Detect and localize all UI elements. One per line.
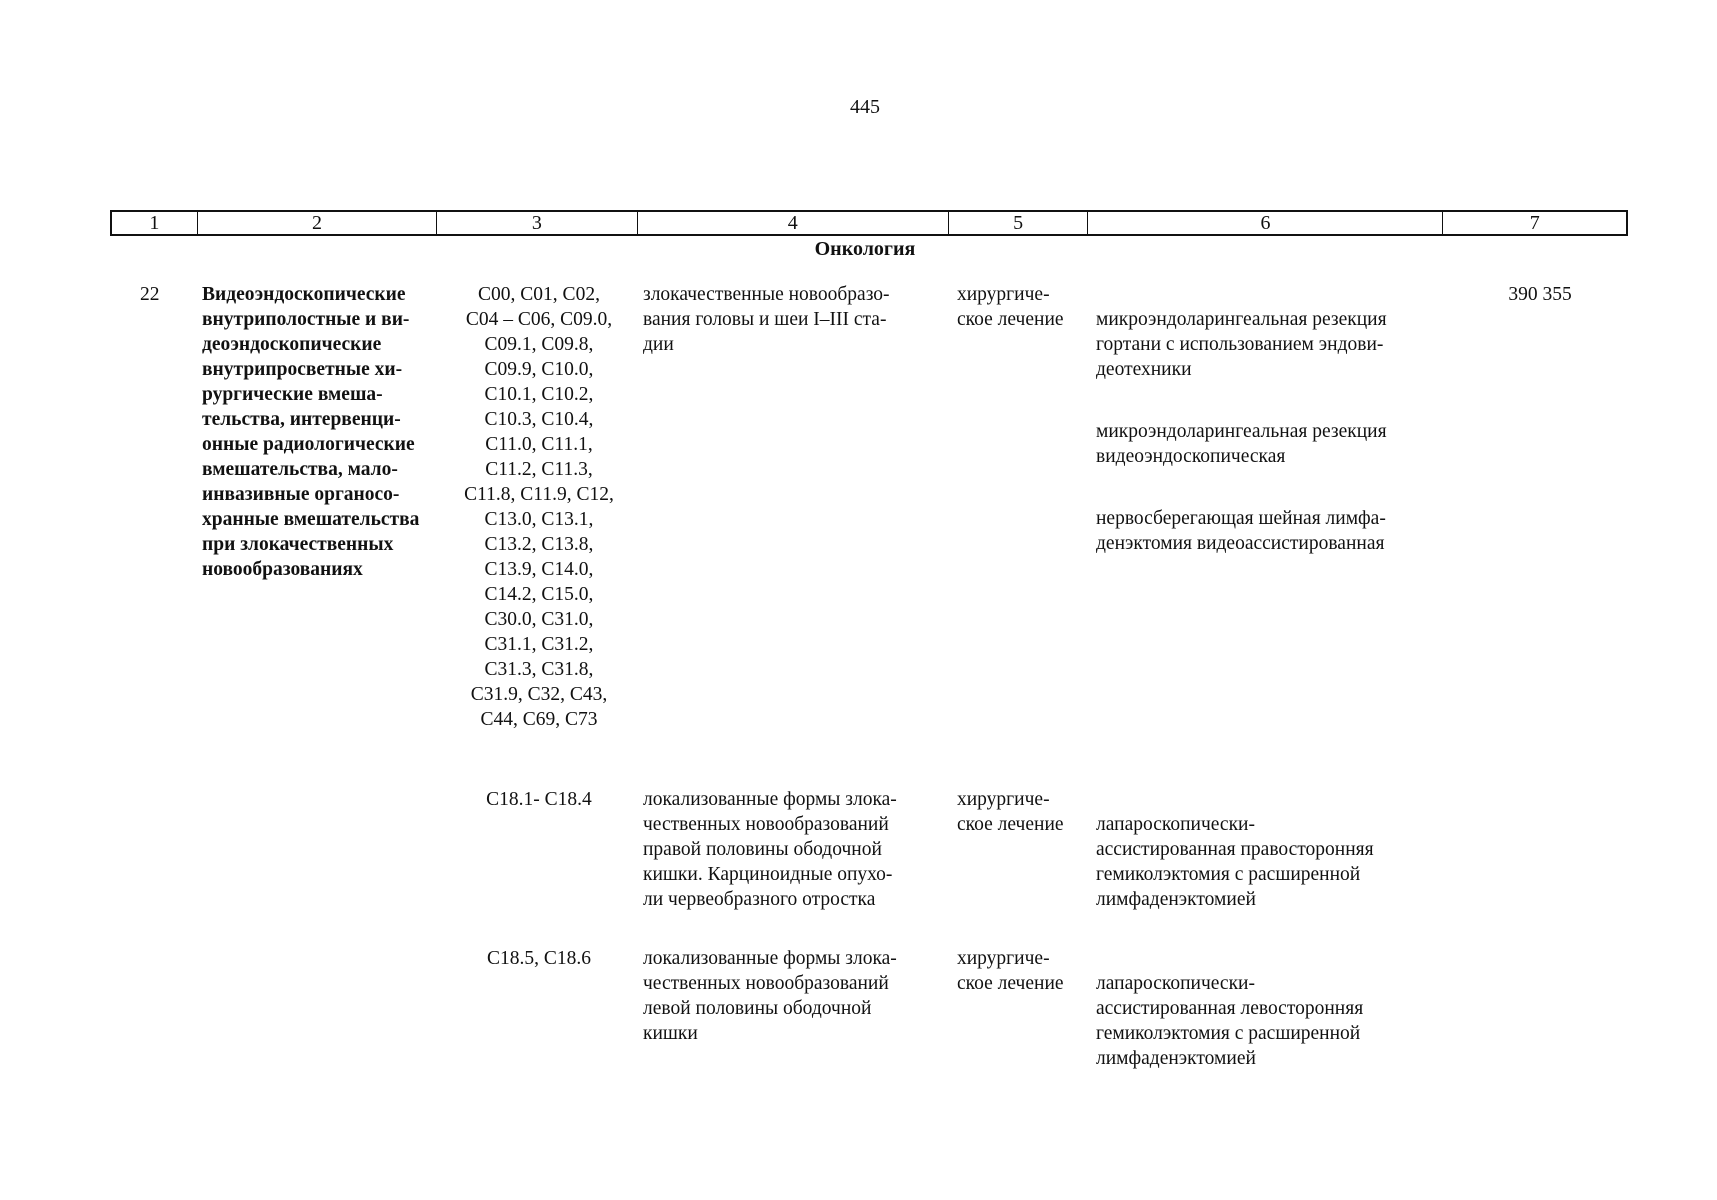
diagnosis-codes: C18.1- C18.4 — [486, 789, 592, 810]
page-number: 445 — [850, 96, 880, 118]
treatment-method: нервосберегающая шейная лимфа- денэктомия видеоассистированная — [1096, 508, 1386, 554]
header-cell-4: 4 — [638, 212, 949, 234]
treatment-methods — [1096, 282, 1451, 593]
treatment-method: микроэндоларингеальная резекция гортани с использованием эндови- деотехники — [1096, 309, 1387, 380]
treatment-method: лапароскопически- ассистированная правосторонняя гемиколэктомия с расширенной лимфаденэктомией — [1096, 814, 1374, 910]
header-cell-7: 7 — [1529, 212, 1540, 234]
diagnosis-codes: C00, C01, C02, C04 – C06, C09.0, C09.1, C09.8, C09.9, C10.0, C10.1, C10.2, C10.3, C10.4, C11.0, C11.1, C11.2, C11.3, C11.8, C11.9, C12, C13.0, C13.1, C13.2, C13.8, C13.9, C14.0, C14.2, C15.0, C30.0, C31.0, C31.1, C31.2, C31.3, C31.8, C31.9, C32, C43, C44, C69, C73 — [464, 284, 614, 730]
service-name: Видеоэндоскопические внутриполостные и ви- деоэндоскопические внутрипросветные хи- рургические вмеша- тельства, интервенци- онные радиологические вмешательства, мало- инвазивные органосо- хранные вмешательства при злокачественных новообразованиях — [202, 284, 420, 580]
treatment-methods — [1096, 946, 1451, 1108]
cost-value: 390 355 — [1508, 284, 1572, 305]
treatment-methods — [1096, 787, 1451, 949]
treatment-method: микроэндоларингеальная резекция видеоэндоскопическая — [1096, 421, 1387, 467]
header-cell-5: 5 — [949, 212, 1089, 234]
treatment-type: хирургиче- ское лечение — [957, 789, 1064, 835]
treatment-type: хирургиче- ское лечение — [957, 948, 1064, 994]
treatment-type: хирургиче- ское лечение — [957, 284, 1064, 330]
patient-model: локализованные формы злока- чественных новообразований левой половины ободочной кишки — [643, 948, 897, 1044]
header-cell-1: 1 — [112, 212, 198, 234]
header-cell-2: 2 — [198, 212, 437, 234]
patient-model: злокачественные новообразо- вания головы и шеи I–III ста- дии — [643, 284, 890, 355]
table-header-row — [110, 210, 1628, 236]
patient-model: локализованные формы злока- чественных новообразований правой половины ободочной кишки. Карциноидные опухо- ли червеобразного отростка — [643, 789, 897, 910]
row-number: 22 — [140, 284, 160, 305]
treatment-method: лапароскопически- ассистированная левосторонняя гемиколэктомия с расширенной лимфаденэктомией — [1096, 973, 1364, 1069]
header-cell-3: 3 — [437, 212, 637, 234]
diagnosis-codes: C18.5, C18.6 — [486, 948, 591, 969]
header-cell-6: 6 — [1088, 212, 1443, 234]
section-title: Онкология — [814, 238, 916, 260]
